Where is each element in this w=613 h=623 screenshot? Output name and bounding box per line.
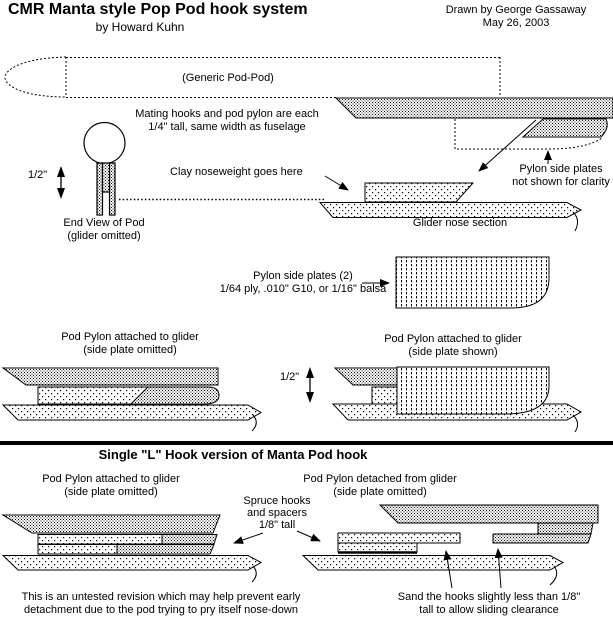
bottom-right-title bbox=[303, 473, 456, 499]
bottom-section-title: Single "L" Hook version of Manta Pod hook bbox=[98, 447, 368, 462]
side-plates-note bbox=[512, 163, 610, 189]
spruce-note-line-3: 1/8" tall bbox=[258, 519, 296, 531]
l-hook-attached-diagram bbox=[3, 515, 261, 582]
spacer-lower bbox=[38, 545, 117, 555]
sand-note bbox=[398, 591, 580, 617]
mid-right-title-line-1: Pod Pylon attached to glider bbox=[384, 333, 522, 345]
untested-note-line-2: detachment due to the pod trying to pry itself nose-down bbox=[24, 604, 298, 616]
pod-end-view bbox=[84, 123, 125, 216]
hook-lower bbox=[117, 545, 214, 555]
glider-hook-base bbox=[338, 543, 417, 552]
side-plates-note-line-2: not shown for clarity bbox=[512, 176, 610, 188]
side-plate bbox=[397, 367, 549, 414]
credit-line-2: May 26, 2003 bbox=[482, 17, 550, 29]
attached-no-plate-diagram bbox=[3, 368, 261, 431]
untested-note bbox=[22, 591, 301, 617]
pod-pylon bbox=[3, 368, 218, 385]
mid-right-title-line-2: (side plate shown) bbox=[408, 346, 498, 358]
glider-fuselage bbox=[320, 203, 581, 218]
glider-pylon bbox=[372, 387, 397, 404]
glider-fuselage bbox=[3, 556, 261, 571]
hook-upper bbox=[162, 535, 217, 545]
bottom-left-title-line-1: Pod Pylon attached to glider bbox=[42, 473, 180, 485]
glider-spacer bbox=[338, 533, 460, 543]
spacer bbox=[38, 535, 162, 545]
break-tail bbox=[573, 212, 578, 231]
spruce-note-line-1: Spruce hooks bbox=[243, 495, 311, 507]
glider-fuselage bbox=[3, 405, 261, 420]
mating-note-line-2: 1/4" tall, same width as fuselage bbox=[148, 121, 306, 133]
sand-note-line-2: tall to allow sliding clearance bbox=[419, 604, 559, 616]
pod-pylon bbox=[335, 368, 397, 385]
credit bbox=[446, 4, 587, 30]
bottom-left-title bbox=[42, 473, 180, 499]
plate-note-line-1: Pylon side plates (2) bbox=[253, 270, 353, 282]
spruce-note-line-2: and spacers bbox=[247, 507, 307, 519]
mid-right-title bbox=[384, 333, 522, 359]
half-inch-label-top: 1/2" bbox=[28, 169, 48, 181]
pylon-side-plate-piece bbox=[362, 257, 549, 308]
end-view-caption-line-2: (glider omitted) bbox=[67, 230, 141, 242]
mid-left-title-line-2: (side plate omitted) bbox=[83, 344, 177, 356]
glider-pylon bbox=[38, 387, 148, 404]
plate-note bbox=[220, 270, 387, 296]
pod-pod-label: (Generic Pod-Pod) bbox=[182, 72, 274, 84]
spruce-note bbox=[243, 495, 310, 531]
sand-note-line-1: Sand the hooks slightly less than 1/8" bbox=[397, 591, 581, 603]
mating-note-line-1: Mating hooks and pod pylon are each bbox=[135, 108, 319, 120]
glider-fuselage bbox=[303, 556, 563, 571]
page-title: CMR Manta style Pop Pod hook system bbox=[8, 1, 308, 18]
bottom-right-title-line-1: Pod Pylon detached from glider bbox=[303, 473, 457, 485]
pod-pylon bbox=[380, 505, 598, 523]
end-view-caption-line-1: End View of Pod bbox=[63, 217, 145, 229]
untested-note-line-1: This is an untested revision which may help prevent early bbox=[21, 591, 301, 603]
half-inch-arrow-middle bbox=[306, 367, 314, 403]
plate-note-line-2: 1/64 ply, .010" G10, or 1/16" balsa bbox=[219, 283, 387, 295]
pod-hook bbox=[493, 534, 591, 543]
spruce-note-arrows bbox=[234, 531, 320, 543]
section-divider bbox=[0, 441, 613, 445]
byline: by Howard Kuhn bbox=[95, 20, 185, 34]
pod-pylon-top-view bbox=[336, 98, 613, 171]
mid-left-title bbox=[61, 331, 199, 357]
clay-note-arrow bbox=[325, 176, 348, 190]
credit-line-1: Drawn by George Gassaway bbox=[445, 4, 587, 16]
pod-spacer bbox=[538, 523, 593, 534]
end-view-caption bbox=[63, 217, 144, 243]
attached-with-plate-diagram bbox=[333, 367, 581, 432]
half-inch-arrow-top bbox=[57, 166, 65, 199]
bottom-left-title-line-2: (side plate omitted) bbox=[64, 486, 158, 498]
mating-note bbox=[135, 108, 318, 134]
pod-pylon bbox=[3, 515, 220, 533]
glider-pylon bbox=[365, 183, 473, 202]
l-hook-detached-diagram bbox=[303, 505, 598, 588]
clay-note: Clay noseweight goes here bbox=[170, 166, 303, 178]
mid-left-title-line-1: Pod Pylon attached to glider bbox=[61, 331, 199, 343]
glider-nose-label: Glider nose section bbox=[412, 217, 508, 229]
bottom-right-title-line-2: (side plate omitted) bbox=[333, 486, 427, 498]
half-inch-label-middle: 1/2" bbox=[280, 371, 300, 383]
side-plates-note-line-1: Pylon side plates bbox=[519, 163, 603, 175]
break-tail bbox=[573, 415, 578, 432]
break-tail bbox=[252, 566, 256, 582]
